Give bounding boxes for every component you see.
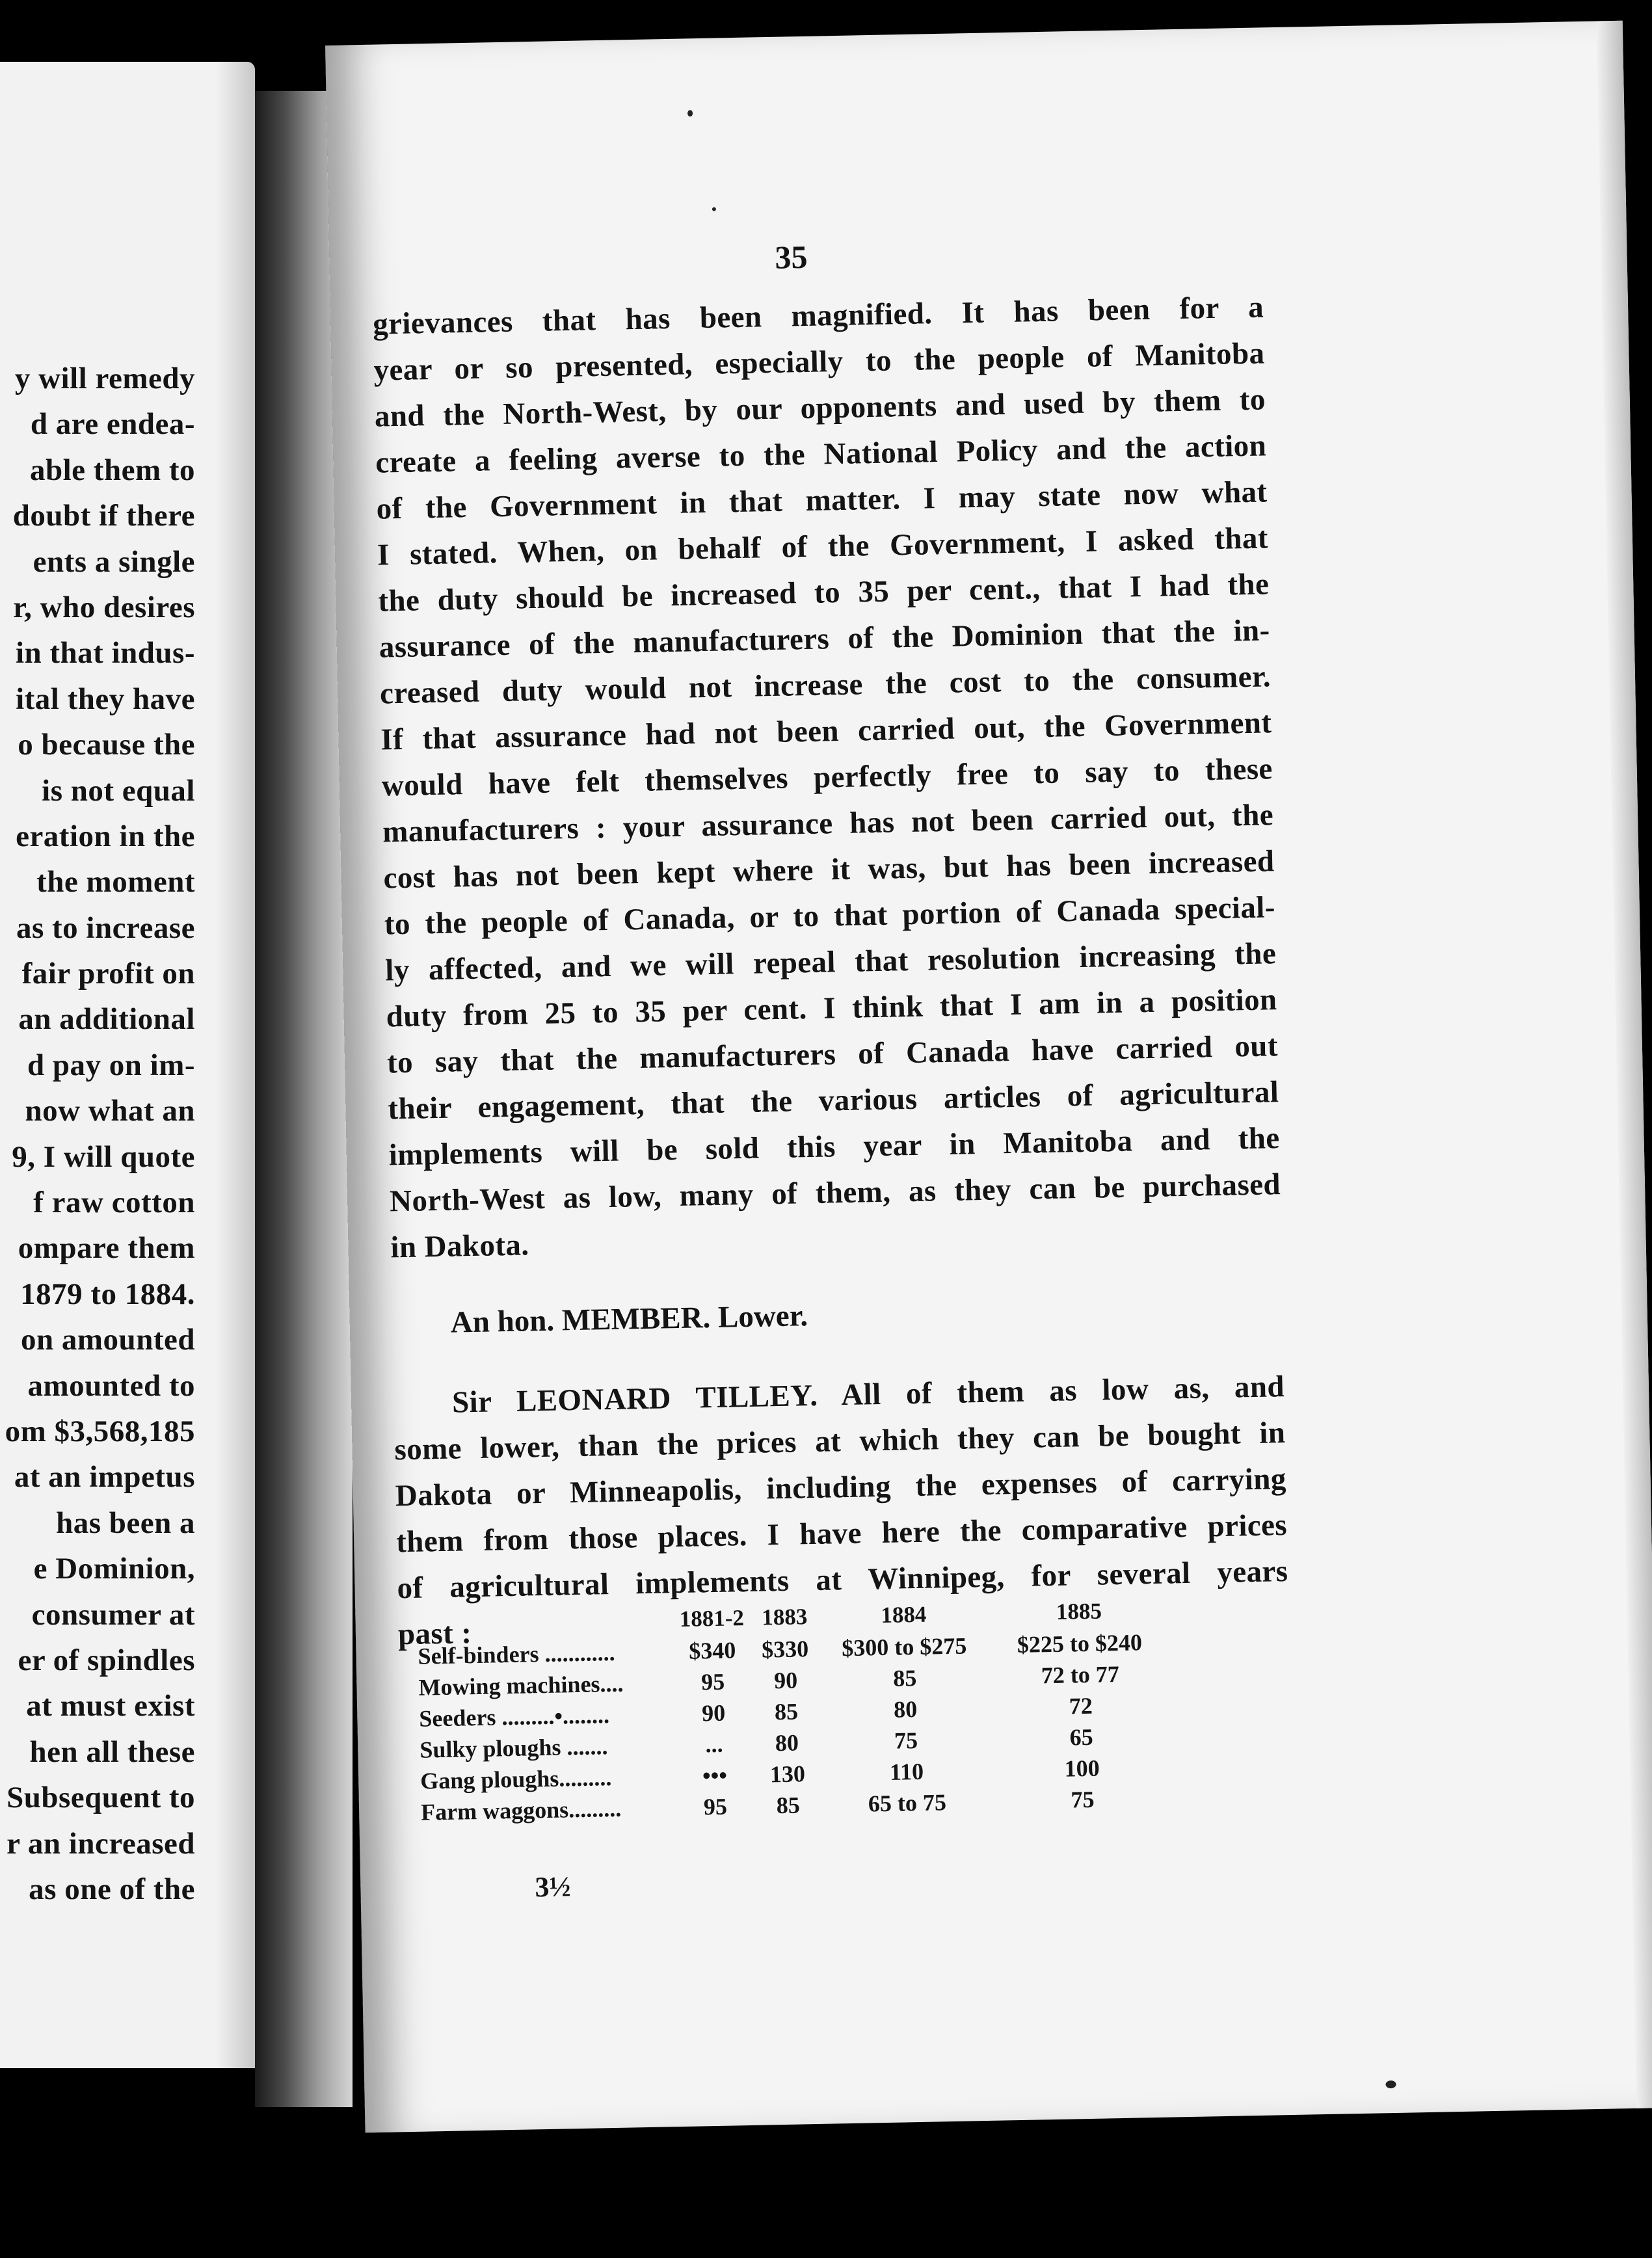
implement-name: Sulky ploughs ....... [419,1733,608,1763]
body-line: past : [397,1616,472,1652]
body-line: their engagement, that the various articles of agricultural [387,1075,1279,1126]
price-cell: 65 [1069,1723,1094,1751]
implement-name: Gang ploughs......... [420,1764,612,1794]
implement-price-table [417,1593,1175,1827]
left-page-line: d are endea- [30,407,195,442]
body-line: grievances that has been magnified. It has been for a [372,290,1264,341]
body-line: creased duty would not increase the cost to the consumer. [379,659,1272,711]
left-page-line: ents a single [33,544,195,579]
price-cell: 100 [1064,1755,1100,1782]
left-page-line: ital they have [16,682,195,716]
page-edge [1597,21,1652,2108]
interjection-prefix: An hon. [450,1303,555,1340]
left-page-line: 9, I will quote [12,1139,195,1174]
price-cell: ••• [702,1762,728,1789]
left-page-line: amounted to [27,1368,195,1403]
page-number: 35 [774,238,808,276]
price-cell: 90 [701,1699,726,1727]
left-page-line: now what an [25,1094,195,1128]
ink-speck [712,207,716,211]
left-page-line: fair profit on [21,957,195,991]
left-page-line: has been a [56,1506,195,1540]
left-page-line: er of spindles [18,1643,195,1677]
body-line: year or so presented, especially to the people of Manitoba [373,336,1265,388]
body-line: ly affected, and we will repeal that resolution increasing the [384,936,1277,988]
left-page-line: o because the [18,728,195,762]
body-line: of agricultural implements at Winnipeg, for several years [397,1554,1288,1606]
column-header: 1884 [880,1601,927,1628]
price-cell: $300 to $275 [841,1632,967,1662]
left-page-line: as one of the [29,1872,195,1906]
interjection-text: Lower. [717,1299,808,1335]
body-line: If that assurance had not been carried out, the Government [380,706,1272,757]
body-line: I stated. When, on behalf of the Government, I asked that [377,521,1269,572]
left-page-line: consumer at [31,1597,195,1632]
price-cell: 85 [892,1665,917,1692]
column-header: 1885 [1056,1598,1102,1625]
left-page-line: the moment [36,865,195,899]
price-cell: 95 [700,1668,725,1695]
body-line: some lower, than the prices at which they can be bought in [393,1416,1286,1467]
tilley-speaker: LEONARD TILLEY. [516,1378,818,1418]
body-line: Dakota or Minneapolis, including the expenses of carrying [395,1462,1287,1513]
left-page-line: f raw cotton [33,1186,195,1220]
price-cell: 95 [703,1793,728,1820]
left-page-line: in that indus- [15,636,195,671]
signature-mark: 3½ [534,1870,571,1904]
price-cell: 72 [1069,1692,1093,1720]
left-page-line: as to increase [16,910,195,945]
price-cell: 80 [775,1729,799,1757]
body-line: duty from 25 to 35 per cent. I think that I am in a position [386,983,1277,1034]
tilley-first-line-rest: All of them as low as, and [840,1370,1285,1413]
left-page-line: doubt if there [12,499,195,533]
implement-name: Seeders .........•........ [419,1702,610,1732]
price-cell: 65 to 75 [868,1789,947,1817]
body-line: would have felt themselves perfectly free to say to these [381,752,1273,803]
price-cell: 110 [889,1758,924,1785]
body-line: and the North-West, by our opponents and used by them to [374,382,1266,434]
page-body [373,284,1290,1658]
body-line: in Dakota. [390,1228,529,1265]
left-page-line: Subsequent to [7,1781,195,1815]
price-cell: 75 [1071,1786,1095,1813]
price-cell: 75 [894,1727,918,1754]
left-page-line: r, who desires [13,590,195,624]
left-page-line: at must exist [26,1689,195,1723]
left-page-line: eration in the [16,819,195,853]
body-line: cost has not been kept where it was, but has been increased [383,844,1275,896]
price-cell: ... [705,1731,723,1758]
left-page-line: d pay on im- [27,1048,195,1082]
body-line: assurance of the manufacturers of the Dominion that the in- [379,613,1271,665]
left-page-line: is not equal [42,773,195,808]
price-cell: $225 to $240 [1017,1629,1143,1658]
column-header: 1883 [761,1604,808,1630]
price-cell: $340 [688,1637,736,1664]
body-line: of the Government in that matter. I may state now what [376,475,1268,526]
body-line: North-West as low, many of them, as they can be purchased [389,1167,1281,1219]
price-cell: $330 [761,1636,809,1663]
price-cell: 72 to 77 [1041,1661,1120,1689]
left-page-text [0,356,195,1912]
left-page-line: at an impetus [14,1460,195,1494]
price-cell: 90 [773,1667,798,1694]
left-page-line: 1879 to 1884. [20,1277,195,1311]
left-page [0,62,255,2068]
left-page-line: om $3,568,185 [5,1414,195,1448]
left-page-line: e Dominion, [33,1552,195,1586]
implement-name: Farm waggons......... [420,1795,622,1826]
column-header: 1881-2 [679,1605,745,1632]
paragraph-grievances [373,284,1282,1271]
left-page-line: hen all these [29,1734,195,1769]
body-line: them from those places. I have here the comparative prices [395,1508,1288,1560]
right-page [325,21,1652,2133]
left-page-line: on amounted [21,1323,195,1357]
body-line: to the people of Canada, or to that portion of Canada special- [384,890,1276,942]
price-cell: 80 [893,1696,918,1723]
left-page-line: y will remedy [14,362,195,395]
interjection-speaker: MEMBER. [561,1300,711,1338]
left-page-line: ompare them [18,1231,195,1266]
ink-speck [687,110,693,116]
left-page-line: an additional [18,1002,195,1037]
body-line: implements will be sold this year in Manitoba and the [388,1121,1281,1173]
price-cell: 130 [769,1760,806,1788]
body-line: manufacturers : your assurance has not been carried out, the [382,798,1274,849]
body-line: to say that the manufacturers of Canada have carried out [386,1029,1279,1080]
price-table-label-header [417,1603,676,1641]
tilley-prefix: Sir [451,1385,492,1420]
price-cell: 85 [774,1698,799,1725]
left-page-line: able them to [29,453,195,487]
implement-name: Self-binders ............ [418,1639,615,1669]
implement-name: Mowing machines.... [418,1670,624,1701]
body-line: create a feeling averse to the National Policy and the action [375,429,1267,480]
ink-speck [1385,2080,1396,2088]
left-page-line: r an increased [7,1826,195,1861]
price-cell: 85 [776,1792,801,1819]
body-line: the duty should be increased to 35 per cent., that I had the [377,567,1270,618]
left-page-shadow [216,62,255,2068]
